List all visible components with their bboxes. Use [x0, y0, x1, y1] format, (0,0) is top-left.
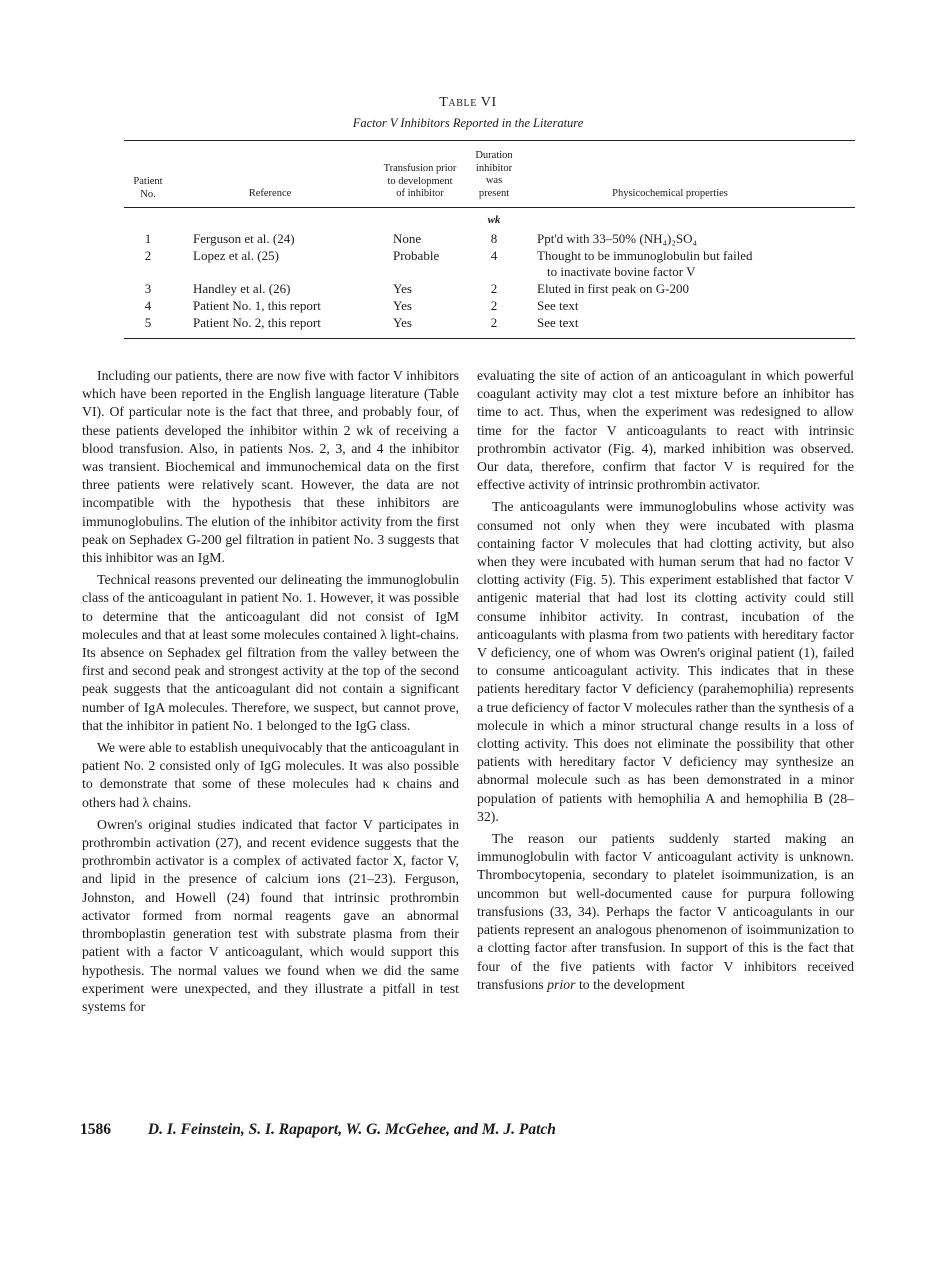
header-patient-no: Patient No.: [133, 176, 163, 200]
header-reference: Reference: [248, 188, 292, 199]
table-top-rule: [124, 140, 855, 141]
cell-transfusion: Yes: [393, 298, 412, 313]
emphasis: prior: [547, 976, 576, 992]
cell-patient-no: 3: [144, 281, 152, 296]
paragraph: Owren's original studies indicated that factor V participates in prothrombin activation (27), and recent evidence suggests that the prothrombin activator is a complex of activated factor X, factor V, and lipid in the presence of calcium ions (21–23). Ferguson, Johnston, and Howell (24) found that intrinsic prothrombin activator formed from normal reagents gave an abnormal thromboplastin generation test with substrate plasma from their patient with a factor V anticoagulant, which would support this hypothesis. The normal values we found when we did the same experiment were unexpected, and they illustrate a pitfall in test systems for: [82, 816, 459, 1014]
cell-duration: 2: [490, 315, 498, 330]
cell-duration: 2: [490, 298, 498, 313]
table-bottom-rule: [124, 338, 855, 339]
header-physicochemical: Physicochemical properties: [612, 188, 728, 199]
author-line: D. I. Feinstein, S. I. Rapaport, W. G. McGehee, and M. J. Patch: [147, 1121, 556, 1138]
header-rule: [124, 207, 855, 208]
paragraph: The anticoagulants were immunoglobulins whose activity was consumed not only when they were incubated with plasma containing factor V molecules that had clotting activity, but also when they were incubated with human serum that had no factor V clotting activity (Fig. 5). This experiment established that factor V antigenic material that had lost its clotting activity could still consume inhibitor activity. In contrast, incubation of the anticoagulants with plasma from two patients with hereditary factor V deficiency, one of whom was Owren's original patient (1), failed to consume anticoagulant activity. This indicates that in these patients hereditary factor V deficiency (parahemophilia) represents a true deficiency of factor V molecules rather than the synthesis of a molecule in which a minor structural change results in a loss of clotting activity. This does not eliminate the possibility that other patients with hereditary factor V deficiency may synthesize an abnormal molecule such as has been demonstrated in a minor population of patients with hemophilia A and hemophilia B (28–32).: [477, 499, 854, 824]
cell-transfusion: Yes: [393, 315, 412, 330]
paragraph: We were able to establish unequivocably that the anticoagulant in patient No. 2 consisted only of IgG molecules. It was also possible to demonstrate that some of these molecules had κ chains and others had λ chains.: [82, 740, 459, 810]
cell-duration: 8: [490, 231, 498, 246]
paragraph: Including our patients, there are now five with factor V inhibitors which have been reported in the English language literature (Table VI). Of particular note is the fact that three, and probably four, of these patients developed the inhibitor within 2 wk of receiving a blood transfusion. Also, in patients Nos. 2, 3, and 4 the inhibitor was transient. Biochemical and immunochemical data on the first three patients were relatively scant. However, the data are not incompatible with the hypothesis that these inhibitors are immunoglobulins. The elution of the inhibitor activity from the first peak on Sephadex G-200 gel filtration in patient No. 3 suggests that this inhibitor was an IgM.: [82, 368, 459, 566]
cell-properties: See text: [537, 315, 579, 330]
page-footer: [80, 1121, 860, 1139]
cell-properties: Ppt'd with 33–50% (NH₄)₂SO₄: [537, 231, 698, 246]
cell-properties: [537, 248, 837, 280]
header-transfusion: Transfusion prior to development of inhibitor: [383, 163, 457, 199]
cell-duration: 2: [490, 281, 498, 296]
page-number: 1586: [80, 1121, 111, 1138]
cell-reference: Handley et al. (26): [193, 281, 291, 296]
paragraph-continued: evaluating the site of action of an anticoagulant in which powerful coagulant activity may clot a test mixture before an inhibitor has time to act. Thus, when the experiment was redesigned to allow time for the factor V anticoagulants to react with intrinsic prothrombin activator (Fig. 4), marked inhibition was observed. Our data, therefore, confirm that factor V is required for the effective activity of intrinsic prothrombin activator.: [477, 368, 854, 493]
cell-reference: Ferguson et al. (24): [193, 231, 295, 246]
paragraph-text: The reason our patients suddenly started making an immunoglobulin with factor V anticoagulant activity is unknown. Thrombocytopenia, secondary to platelet isoimmunization, is an uncommon but well-documented cause for purpura following transfusions (33, 34). Perhaps the factor V anticoagulants in our patients represent an analogous phenomenon of isoimmunization to a clotting factor after transfusion. In support of this is the fact that four of the five patients with factor V inhibitors received transfusions: [477, 831, 854, 992]
cell-patient-no: 4: [144, 298, 152, 313]
paragraph: Technical reasons prevented our delineating the immunoglobulin class of the anticoagulant in patient No. 1. However, it was possible to determine that the anticoagulant did not consist of IgM molecules and that at least some molecules contained λ light-chains. Its absence on Sephadex gel filtration from the valley between the first and second peak and strongest activity at the top of the second peak suggests that the anticoagulant did not contain a significant number of IgA molecules. Therefore, we suspect, but cannot prove, that the inhibitor in patient No. 1 belonged to the IgG class.: [82, 572, 459, 733]
cell-properties: Eluted in first peak on G-200: [537, 281, 689, 296]
body-column-right: [477, 367, 854, 998]
cell-properties: See text: [537, 298, 579, 313]
cell-reference: Lopez et al. (25): [193, 248, 279, 263]
cell-patient-no: 5: [144, 315, 152, 330]
paragraph: [477, 830, 854, 994]
body-column-left: [82, 367, 459, 1020]
table-subtitle: Factor V Inhibitors Reported in the Literature: [352, 116, 584, 130]
cell-transfusion: Yes: [393, 281, 412, 296]
header-duration: Duration inhibitor was present: [475, 150, 513, 199]
cell-transfusion: None: [393, 231, 422, 246]
duration-unit: wk: [487, 214, 501, 226]
properties-line: Thought to be immunoglobulin but failed: [537, 248, 753, 263]
properties-line-continued: to inactivate bovine factor V: [547, 264, 696, 279]
paragraph-text: to the development: [575, 976, 685, 992]
cell-transfusion: Probable: [393, 248, 440, 263]
cell-patient-no: 1: [144, 231, 152, 246]
cell-reference: Patient No. 2, this report: [193, 315, 321, 330]
table-title: Table VI: [439, 95, 497, 110]
cell-duration: 4: [490, 248, 498, 263]
cell-reference: Patient No. 1, this report: [193, 298, 321, 313]
cell-patient-no: 2: [144, 248, 152, 263]
